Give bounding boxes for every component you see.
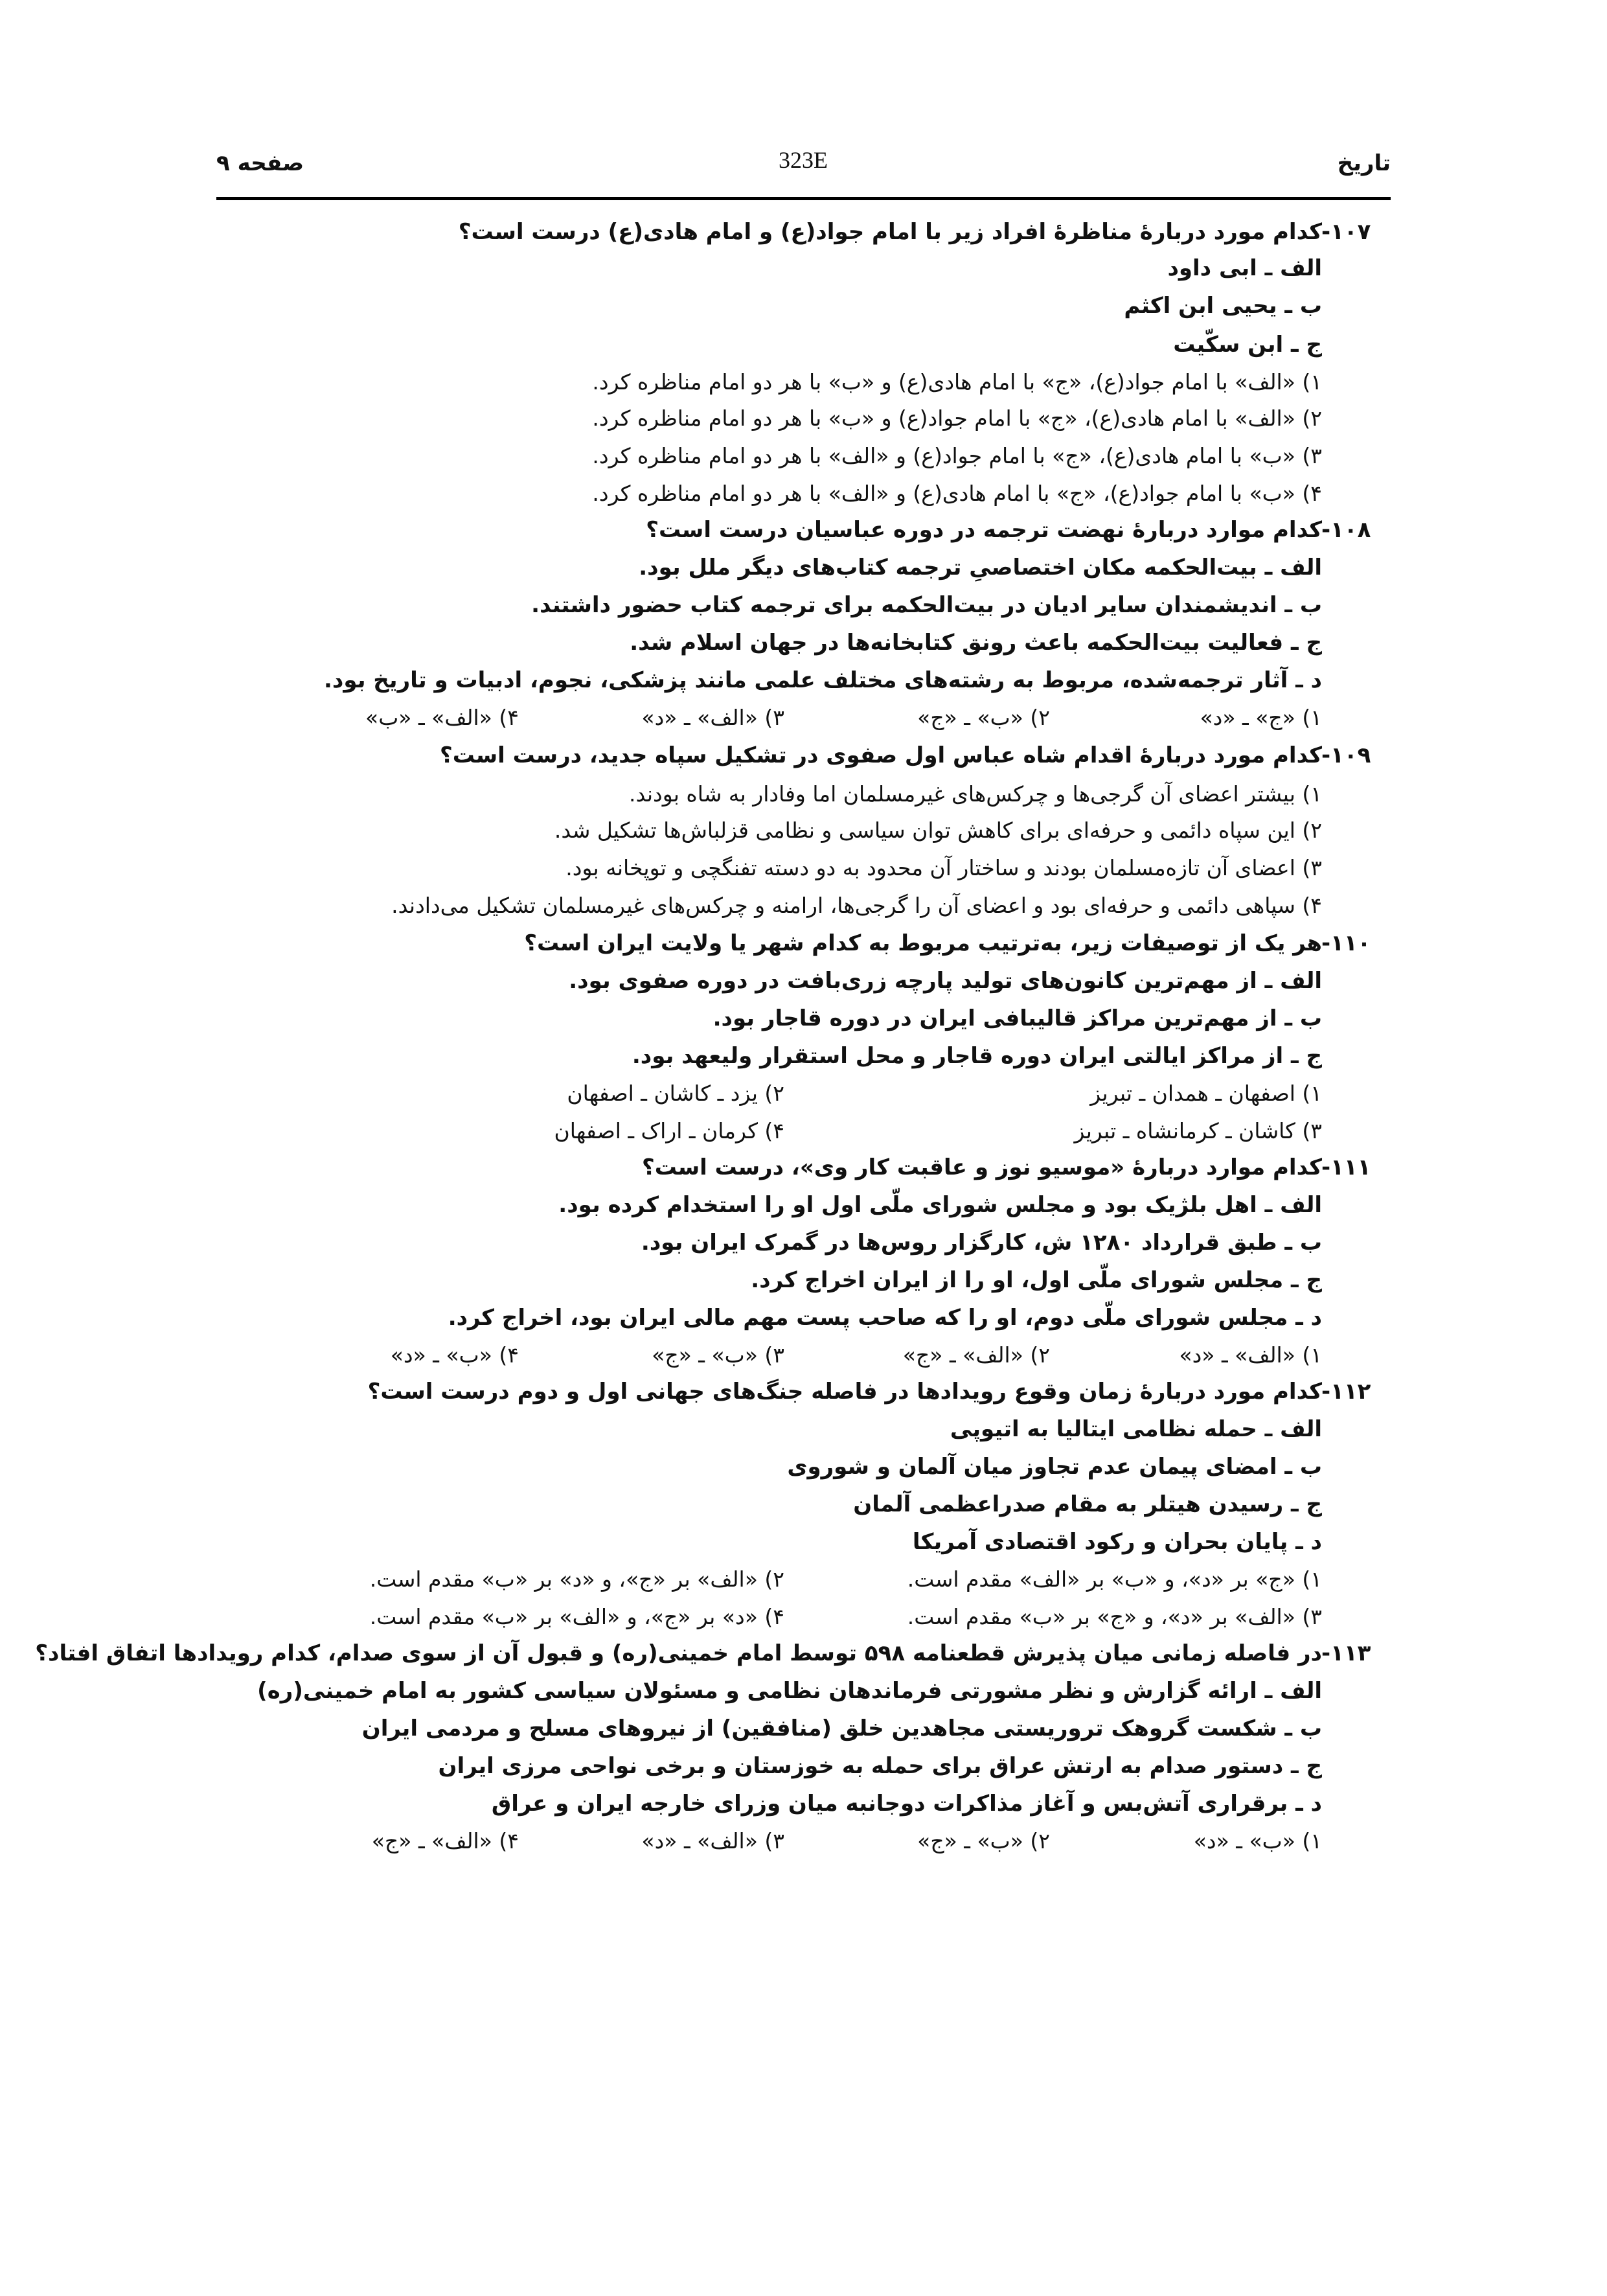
header-divider [216, 197, 1391, 200]
question-112-item-dal: د ـ پایان بحران و رکود اقتصادی آمریکا [912, 1529, 1322, 1555]
question-111-number: -۱۱۱ [1321, 1154, 1371, 1180]
question-112-item-jim: ج ـ رسیدن هیتلر به مقام صدراعظمی آلمان [853, 1491, 1322, 1517]
question-111-option-4[interactable]: ۴) «ب» ـ «د» [390, 1342, 519, 1368]
question-107-item-alef: الف ـ ابی داود [1167, 255, 1322, 281]
question-112-text: کدام مورد دربارهٔ زمان وقوع رویدادها در فاصله جنگ‌های جهانی اول و دوم درست است؟ [367, 1379, 1322, 1405]
question-109-option-3[interactable]: ۳) اعضای آن تازه‌مسلمان بودند و ساختار آن محدود به دو دسته تفنگچی و توپخانه بود. [565, 855, 1322, 880]
question-113-option-1[interactable]: ۱) «ب» ـ «د» [1193, 1828, 1322, 1854]
question-110-number: -۱۱۰ [1321, 930, 1371, 956]
header-code: 323E [779, 147, 828, 173]
question-110-item-alef: الف ـ از مهم‌ترین کانون‌های تولید پارچه زری‌بافت در دوره صفوی بود. [569, 968, 1322, 994]
question-107-item-jim: ج ـ ابن سکّیت [1173, 332, 1322, 358]
question-108-item-alef: الف ـ بیت‌الحکمه مکان اختصاصیِ ترجمه کتاب‌های دیگر ملل بود. [639, 555, 1322, 580]
question-113-number: -۱۱۳ [1321, 1640, 1371, 1666]
question-107-option-3[interactable]: ۳) «ب» با امام هادی(ع)، «ج» با امام جواد(ع) و «الف» با هر دو امام مناظره کرد. [592, 443, 1322, 468]
question-113-option-3[interactable]: ۳) «الف» ـ «د» [641, 1828, 784, 1854]
question-109-number: -۱۰۹ [1321, 742, 1371, 768]
question-111-item-be: ب ـ طبق قرارداد ۱۲۸۰ ش، کارگزار روس‌ها در گمرک ایران بود. [641, 1230, 1322, 1256]
question-112-item-alef: الف ـ حمله نظامی ایتالیا به اتیوپی [950, 1416, 1322, 1442]
question-111-item-jim: ج ـ مجلس شورای ملّی اول، او را از ایران اخراج کرد. [751, 1267, 1322, 1293]
question-107-option-1[interactable]: ۱) «الف» با امام جواد(ع)، «ج» با امام هادی(ع) و «ب» با هر دو امام مناظره کرد. [592, 369, 1322, 395]
question-111-item-alef: الف ـ اهل بلژیک بود و مجلس شورای ملّی اول او را استخدام کرده بود. [558, 1192, 1322, 1218]
question-110-option-1[interactable]: ۱) اصفهان ـ همدان ـ تبریز [1090, 1081, 1322, 1106]
question-107-option-2[interactable]: ۲) «الف» با امام هادی(ع)، «ج» با امام جواد(ع) و «ب» با هر دو امام مناظره کرد. [592, 406, 1322, 431]
question-108-text: کدام موارد دربارهٔ نهضت ترجمه در دوره عباسیان درست است؟ [646, 517, 1322, 543]
question-110-option-3[interactable]: ۳) کاشان ـ کرمانشاه ـ تبریز [1074, 1118, 1322, 1143]
question-111-option-1[interactable]: ۱) «الف» ـ «د» [1179, 1342, 1322, 1368]
question-110-item-jim: ج ـ از مراکز ایالتی ایران دوره قاجار و محل استقرار ولیعهد بود. [632, 1043, 1322, 1069]
question-113-item-alef: الف ـ ارائه گزارش و نظر مشورتی فرماندهان نظامی و مسئولان سیاسی کشور به امام خمینی(ره) [257, 1678, 1322, 1704]
question-107-number: -۱۰۷ [1321, 219, 1371, 245]
question-110-text: هر یک از توصیفات زیر، به‌ترتیب مربوط به کدام شهر یا ولایت ایران است؟ [524, 930, 1322, 956]
question-107-item-be: ب ـ یحیی ابن اکثم [1124, 293, 1322, 319]
question-109-option-2[interactable]: ۲) این سپاه دائمی و حرفه‌ای برای کاهش توان سیاسی و نظامی قزلباش‌ها تشکیل شد. [554, 818, 1322, 843]
question-113-item-be: ب ـ شکست گروهک تروریستی مجاهدین خلق (منافقین) از نیروهای مسلح و مردمی ایران [361, 1716, 1322, 1741]
question-108-option-3[interactable]: ۳) «الف» ـ «د» [641, 705, 784, 730]
question-108-number: -۱۰۸ [1321, 517, 1371, 543]
question-110-item-be: ب ـ از مهم‌ترین مراکز قالیبافی ایران در دوره قاجار بود. [712, 1005, 1322, 1031]
question-113-item-dal: د ـ برقراری آتش‌بس و آغاز مذاکرات دوجانبه میان وزرای خارجه ایران و عراق [491, 1791, 1322, 1817]
question-108-option-2[interactable]: ۲) «ب» ـ «ج» [917, 705, 1050, 730]
question-108-option-1[interactable]: ۱) «ج» ـ «د» [1200, 705, 1322, 730]
question-112-option-4[interactable]: ۴) «د» بر «ج»، و «الف» بر «ب» مقدم است. [369, 1604, 784, 1629]
question-113-text: در فاصله زمانی میان پذیرش قطعنامه ۵۹۸ توسط امام خمینی(ره) و قبول آن از سوی صدام، کدام رویدادها اتفاق افتاد؟ [35, 1640, 1322, 1666]
question-107-text: کدام مورد دربارهٔ مناظرهٔ افراد زیر با امام جواد(ع) و امام هادی(ع) درست است؟ [458, 219, 1322, 245]
header-page: صفحه ۹ [216, 150, 304, 176]
question-107-option-4[interactable]: ۴) «ب» با امام جواد(ع)، «ج» با امام هادی(ع) و «الف» با هر دو امام مناظره کرد. [592, 481, 1322, 506]
question-112-number: -۱۱۲ [1321, 1379, 1371, 1405]
question-111-option-2[interactable]: ۲) «الف» ـ «ج» [902, 1342, 1050, 1368]
question-108-item-dal: د ـ آثار ترجمه‌شده، مربوط به رشته‌های مختلف علمی مانند پزشکی، نجوم، ادبیات و تاریخ بود. [324, 667, 1322, 693]
question-109-text: کدام مورد دربارهٔ اقدام شاه عباس اول صفوی در تشکیل سپاه جدید، درست است؟ [440, 742, 1322, 768]
header-subject: تاریخ [1337, 150, 1391, 176]
question-108-option-4[interactable]: ۴) «الف» ـ «ب» [365, 705, 519, 730]
question-111-option-3[interactable]: ۳) «ب» ـ «ج» [652, 1342, 784, 1368]
question-110-option-2[interactable]: ۲) یزد ـ کاشان ـ اصفهان [567, 1081, 784, 1106]
question-111-item-dal: د ـ مجلس شورای ملّی دوم، او را که صاحب پست مهم مالی ایران بود، اخراج کرد. [448, 1305, 1322, 1331]
question-111-text: کدام موارد دربارهٔ «موسیو نوز و عاقبت کار وی»، درست است؟ [641, 1154, 1322, 1180]
question-108-item-be: ب ـ اندیشمندان سایر ادیان در بیت‌الحکمه برای ترجمه کتاب حضور داشتند. [531, 592, 1322, 618]
question-112-option-1[interactable]: ۱) «ج» بر «د»، و «ب» بر «الف» مقدم است. [907, 1567, 1322, 1592]
question-113-option-4[interactable]: ۴) «الف» ـ «ج» [371, 1828, 519, 1854]
question-112-item-be: ب ـ امضای پیمان عدم تجاوز میان آلمان و شوروی [787, 1454, 1322, 1480]
question-109-option-1[interactable]: ۱) بیشتر اعضای آن گرجی‌ها و چرکس‌های غیرمسلمان اما وفادار به شاه بودند. [629, 781, 1322, 807]
question-113-option-2[interactable]: ۲) «ب» ـ «ج» [917, 1828, 1050, 1854]
question-110-option-4[interactable]: ۴) کرمان ـ اراک ـ اصفهان [554, 1118, 784, 1143]
question-112-option-3[interactable]: ۳) «الف» بر «د»، و «ج» بر «ب» مقدم است. [907, 1604, 1322, 1629]
question-108-item-jim: ج ـ فعالیت بیت‌الحکمه باعث رونق کتابخانه‌ها در جهان اسلام شد. [630, 630, 1322, 656]
question-109-option-4[interactable]: ۴) سپاهی دائمی و حرفه‌ای بود و اعضای آن را گرجی‌ها، ارامنه و چرکس‌های غیرمسلمان تشکیل می‌دادند. [391, 893, 1322, 918]
question-113-item-jim: ج ـ دستور صدام به ارتش عراق برای حمله به خوزستان و برخی نواحی مرزی ایران [438, 1753, 1322, 1779]
question-112-option-2[interactable]: ۲) «الف» بر «ج»، و «د» بر «ب» مقدم است. [369, 1567, 784, 1592]
